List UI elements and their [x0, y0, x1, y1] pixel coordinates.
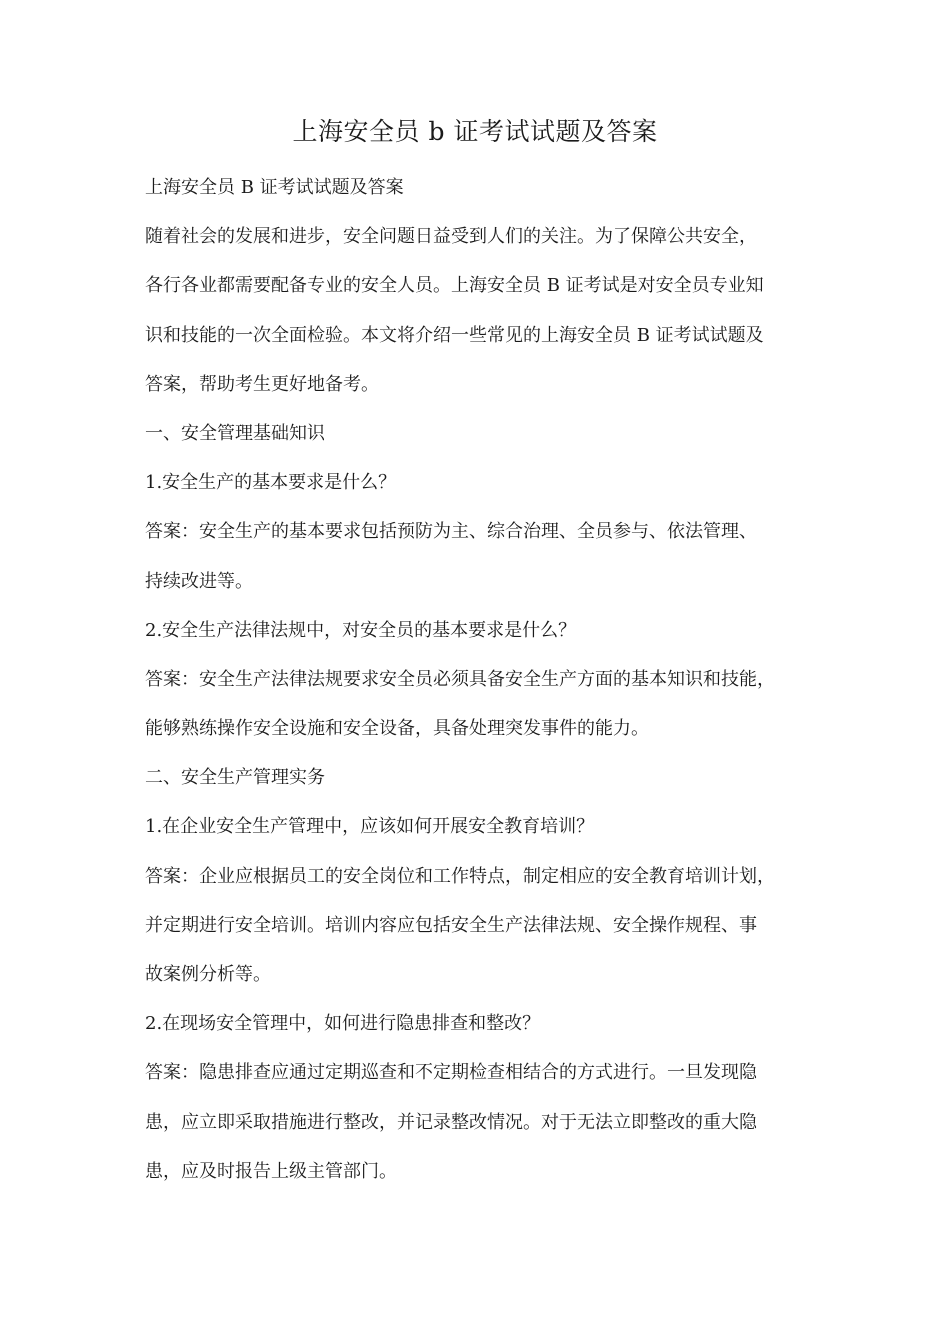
answer-line: 患，应立即采取措施进行整改，并记录整改情况。对于无法立即整改的重大隐	[145, 1111, 757, 1133]
question-line: 1.安全生产的基本要求是什么？	[145, 472, 397, 494]
subtitle-line: 上海安全员 B 证考试试题及答案	[145, 177, 404, 198]
paragraph-line: 随着社会的发展和进步，安全问题日益受到人们的关注。为了保障公共安全，	[145, 226, 757, 248]
answer-line: 故案例分析等。	[145, 964, 271, 985]
question-line: 1.在企业安全生产管理中，应该如何开展安全教育培训？	[145, 816, 595, 838]
document-title: 上海安全员 b 证考试试题及答案	[292, 117, 658, 146]
section-heading: 二、安全生产管理实务	[145, 767, 325, 789]
section-heading: 一、安全管理基础知识	[145, 422, 325, 444]
answer-line: 答案：隐患排查应通过定期巡查和不定期检查相结合的方式进行。一旦发现隐	[145, 1062, 757, 1084]
paragraph-line: 各行各业都需要配备专业的安全人员。上海安全员 B 证考试是对安全员专业知	[145, 275, 764, 297]
question-line: 2.安全生产法律法规中，对安全员的基本要求是什么？	[145, 619, 577, 641]
document-body	[145, 172, 825, 1205]
answer-line: 能够熟练操作安全设施和安全设备，具备处理突发事件的能力。	[145, 718, 649, 740]
paragraph-line: 答案，帮助考生更好地备考。	[145, 373, 379, 395]
paragraph-line: 识和技能的一次全面检验。本文将介绍一些常见的上海安全员 B 证考试试题及	[145, 324, 764, 346]
answer-line: 答案：安全生产法律法规要求安全员必须具备安全生产方面的基本知识和技能，	[145, 668, 775, 690]
answer-line: 患，应及时报告上级主管部门。	[145, 1160, 397, 1182]
answer-line: 答案：企业应根据员工的安全岗位和工作特点，制定相应的安全教育培训计划，	[145, 865, 775, 887]
question-line: 2.在现场安全管理中，如何进行隐患排查和整改？	[145, 1013, 541, 1035]
answer-line: 并定期进行安全培训。培训内容应包括安全生产法律法规、安全操作规程、事	[145, 914, 757, 936]
answer-line: 答案：安全生产的基本要求包括预防为主、综合治理、全员参与、依法管理、	[145, 521, 757, 543]
answer-line: 持续改进等。	[145, 570, 253, 592]
